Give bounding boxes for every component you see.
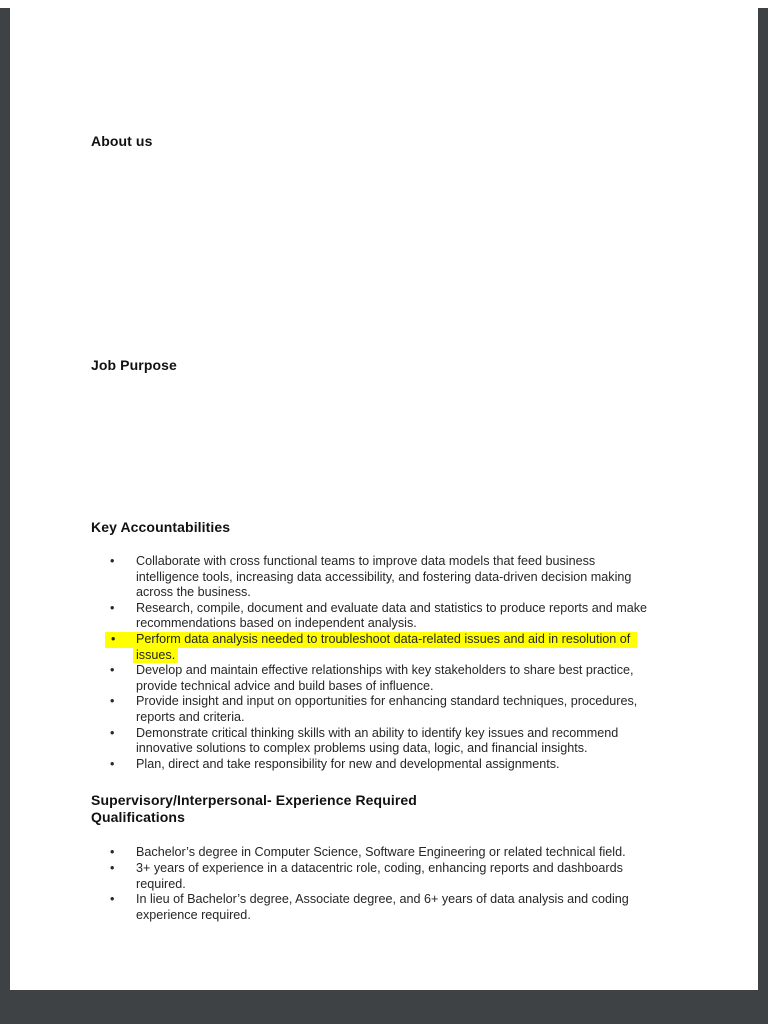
section-heading-job-purpose: Job Purpose bbox=[91, 357, 177, 373]
bullet-line: provide technical advice and build bases of influence. bbox=[136, 678, 434, 693]
bullet-line: reports and criteria. bbox=[136, 709, 245, 724]
bullet-line: 3+ years of experience in a datacentric role, coding, enhancing reports and dashboards bbox=[136, 860, 623, 875]
bullet-text bbox=[136, 694, 748, 725]
bullet-text bbox=[136, 861, 748, 892]
bullet-line: recommendations based on independent analysis. bbox=[136, 616, 417, 631]
bullet-line: intelligence tools, increasing data accessibility, and fostering data-driven decision making bbox=[136, 569, 632, 584]
bullet-text bbox=[136, 632, 748, 663]
bullet-marker-icon: • bbox=[110, 663, 115, 678]
section-heading-experience-qualifications bbox=[91, 792, 768, 826]
bullet-marker-icon: • bbox=[110, 600, 115, 615]
bullet-item bbox=[110, 726, 748, 757]
bullet-line: Research, compile, document and evaluate data and statistics to produce reports and make bbox=[136, 600, 648, 615]
bullet-item bbox=[110, 845, 748, 861]
bullet-item bbox=[110, 663, 748, 694]
highlighted-text-line: Perform data analysis needed to troubleshoot data-related issues and aid in resolution of bbox=[136, 632, 637, 648]
section-heading-about: About us bbox=[91, 133, 153, 149]
bullet-line: Plan, direct and take responsibility for new and developmental assignments. bbox=[136, 756, 560, 771]
bullet-marker-icon: • bbox=[110, 860, 115, 875]
bullet-marker-icon: • bbox=[110, 845, 115, 860]
accountabilities-list bbox=[110, 554, 748, 772]
bullet-line: required. bbox=[136, 876, 186, 891]
bullet-item bbox=[110, 892, 748, 923]
bullet-line: experience required. bbox=[136, 907, 251, 922]
bullet-item bbox=[110, 757, 748, 773]
bullet-text bbox=[136, 892, 748, 923]
highlighted-text-word: issues. bbox=[133, 648, 178, 664]
viewer-left-edge bbox=[0, 8, 10, 1024]
bullet-item bbox=[110, 554, 748, 601]
bullet-text bbox=[136, 601, 748, 632]
bullet-line: Provide insight and input on opportunities for enhancing standard techniques, procedures, bbox=[136, 694, 638, 709]
bullet-line: across the business. bbox=[136, 585, 251, 600]
bullet-line: Bachelor’s degree in Computer Science, Software Engineering or related technical field. bbox=[136, 845, 626, 860]
bullet-marker-icon: • bbox=[110, 632, 136, 663]
qualifications-list bbox=[110, 845, 748, 923]
bullet-text bbox=[136, 554, 748, 601]
heading-line: Supervisory/Interpersonal- Experience Required bbox=[91, 792, 417, 809]
bullet-item bbox=[110, 601, 748, 632]
bullet-text bbox=[136, 845, 748, 861]
viewer-right-edge bbox=[758, 8, 768, 1024]
bullet-item bbox=[110, 861, 748, 892]
bullet-line: Demonstrate critical thinking skills with an ability to identify key issues and recommend bbox=[136, 725, 619, 740]
bullet-text bbox=[136, 726, 748, 757]
bullet-text bbox=[136, 757, 748, 773]
bullet-item-highlighted bbox=[110, 632, 748, 663]
bullet-line: Develop and maintain effective relationships with key stakeholders to share best practice, bbox=[136, 663, 634, 678]
bullet-marker-icon: • bbox=[110, 756, 115, 771]
bullet-line: innovative solutions to complex problems using data, logic, and financial insights. bbox=[136, 741, 588, 756]
bullet-item bbox=[110, 694, 748, 725]
bullet-marker-icon: • bbox=[110, 725, 115, 740]
section-heading-key-accountabilities: Key Accountabilities bbox=[91, 519, 231, 535]
bullet-line: In lieu of Bachelor’s degree, Associate degree, and 6+ years of data analysis and coding bbox=[136, 892, 629, 907]
bullet-marker-icon: • bbox=[110, 554, 115, 568]
viewer-bottom-bar bbox=[0, 990, 768, 1024]
bullet-marker-icon: • bbox=[110, 892, 115, 907]
bullet-text bbox=[136, 663, 748, 694]
heading-line: Qualifications bbox=[91, 809, 185, 826]
bullet-line bbox=[136, 648, 748, 664]
bullet-marker-icon: • bbox=[110, 694, 115, 709]
bullet-line: Collaborate with cross functional teams to improve data models that feed business bbox=[136, 554, 596, 568]
